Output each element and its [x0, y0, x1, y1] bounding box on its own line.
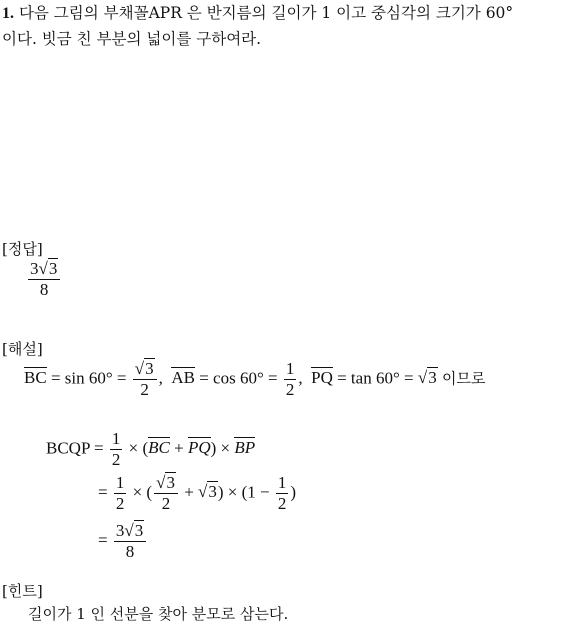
area-lhs: BCQP =	[46, 438, 104, 458]
answer-value	[26, 260, 62, 299]
area-row-3: = $\frac{3√3}{8}$	[98, 522, 148, 561]
segment-bc: BC	[24, 368, 47, 388]
problem-line-2	[2, 28, 261, 50]
answer-heading: [정답]	[2, 240, 43, 258]
problem-text-2: 이다. 빗금 친 부분의 넓이를 구하여라.	[2, 30, 262, 48]
area-row-2: = $\frac{1}{2}$ × ( $\frac{√3}{2}$ + √3) × (1 − $\frac{1}{2}$ )	[98, 473, 297, 513]
ab-fraction: $\frac{1}{2}$	[285, 359, 295, 399]
problem-number: 1.	[2, 5, 14, 22]
bc-fraction: $\frac{√3}{2}$	[133, 360, 157, 399]
hint-text: 길이가 1 인 선분을 찾아 분모로 삼는다.	[28, 605, 289, 623]
segment-pq: PQ	[311, 368, 333, 388]
pq-root: √3	[417, 368, 437, 388]
explanation-heading: [해설]	[2, 340, 43, 358]
area-row-1: BCQP = $\frac{1}{2}$ × (BC + PQ) × BP	[46, 429, 256, 469]
problem-line-1	[2, 2, 513, 25]
answer-fraction: $\frac{3√3}{8}$	[28, 260, 60, 299]
explanation-line-1: BC = sin 60° = $\frac{√3}{2}$ , AB = cos 60° = $\frac{1}{2}$ , PQ = tan 60° = √3 이므로	[24, 359, 486, 399]
hint-heading: [힌트]	[2, 582, 43, 600]
problem-text-1: 다음 그림의 부채꼴APR 은 반지름의 길이가 1 이고 중심각의 크기가 60°	[18, 4, 514, 22]
segment-ab: AB	[171, 368, 195, 388]
